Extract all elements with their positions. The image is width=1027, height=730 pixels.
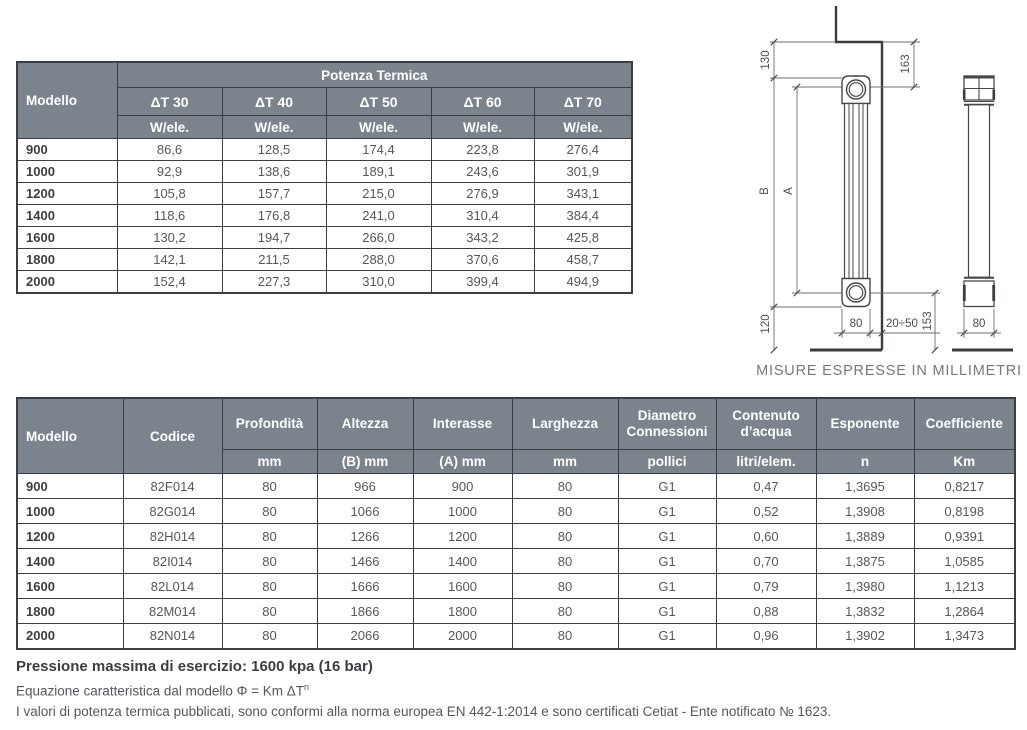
table-cell: 138,6 [222,161,326,183]
table-cell: 494,9 [534,271,632,293]
radiator-dimension-diagram [750,0,1027,390]
table-cell: 1666 [317,574,413,599]
table-row [17,599,1015,624]
table-cell: G1 [618,549,716,574]
table-cell: 966 [317,474,413,499]
characteristic-equation-note [16,682,1016,699]
table-cell: 301,9 [534,161,632,183]
table-cell: 288,0 [326,249,431,271]
table-cell: 1,0585 [914,549,1015,574]
table-cell: 343,1 [534,183,632,205]
table-cell: 0,9391 [914,524,1015,549]
certification-note: I valori di potenza termica pubblicati, sono conformi alla norma europea EN 442-1:2014 e sono certificati Cetiat - Ente notificato № 1623. [16,703,832,719]
table-cell: 241,0 [326,205,431,227]
table-row [17,249,632,271]
table-cell: 399,4 [431,271,534,293]
table-cell: 1466 [317,549,413,574]
table-cell: 82N014 [123,624,222,649]
table-cell: 189,1 [326,161,431,183]
table-cell: 1866 [317,599,413,624]
table-cell: 176,8 [222,205,326,227]
table-cell: 0,8198 [914,499,1015,524]
height-column-header: Altezza [317,398,413,450]
code-column-header: Codice [123,398,222,474]
table-cell: 194,7 [222,227,326,249]
unit-header: W/ele. [222,116,326,139]
table-row [17,205,632,227]
water-content-column-header: Contenuto d’acqua [716,398,816,450]
table-cell: 370,6 [431,249,534,271]
table-cell: 310,4 [431,205,534,227]
table-cell: 276,4 [534,139,632,161]
table-cell: 1,3473 [914,624,1015,649]
equation-text: Equazione caratteristica dal modello Φ = Km ΔT [16,683,305,699]
table-cell: 80 [222,574,317,599]
table-cell: 215,0 [326,183,431,205]
table-cell: 276,9 [431,183,534,205]
table-cell: 82H014 [123,524,222,549]
table-cell: 1000 [413,499,512,524]
table-cell: 1400 [17,205,117,227]
delta-t-header: ΔT 60 [431,88,534,116]
table-cell: 1800 [17,599,123,624]
table-cell: 0,70 [716,549,816,574]
table-cell: 128,5 [222,139,326,161]
model-column-header: Modello [17,398,123,474]
table-cell: 343,2 [431,227,534,249]
table-cell: 0,8217 [914,474,1015,499]
dim-80-front-label: 80 [849,318,863,330]
table-cell: 80 [222,599,317,624]
dim-80-side-label: 80 [972,318,986,330]
table-cell: 1200 [17,183,117,205]
table-cell: 152,4 [117,271,222,293]
table-cell: 82G014 [123,499,222,524]
table-cell: 1600 [413,574,512,599]
table-row [17,474,1015,499]
table-row [17,227,632,249]
unit-header: pollici [618,450,716,474]
interaxis-column-header: Interasse [413,398,512,450]
table-cell: 266,0 [326,227,431,249]
unit-header: W/ele. [534,116,632,139]
max-pressure-note: Pressione massima di esercizio: 1600 kpa (16 bar) [16,658,373,675]
table-cell: 1800 [413,599,512,624]
dim-153-label: 153 [922,311,934,331]
radiator-side-view [963,76,995,307]
table-cell: 80 [512,499,618,524]
table-cell: 80 [222,524,317,549]
table-cell: 80 [222,499,317,524]
table-row [17,499,1015,524]
table-cell: 1,1213 [914,574,1015,599]
radiator-front-view [842,76,870,307]
table-row [17,549,1015,574]
table-row [17,139,632,161]
table-cell: 2000 [17,271,117,293]
unit-header: Km [914,450,1015,474]
thermal-power-table [16,61,633,294]
table-cell: G1 [618,474,716,499]
table-cell: 223,8 [431,139,534,161]
depth-column-header: Profondità [222,398,317,450]
table-cell: 1600 [17,227,117,249]
table-cell: 80 [512,474,618,499]
dimension-ticks [771,39,997,353]
table-cell: G1 [618,624,716,649]
table-cell: 310,0 [326,271,431,293]
table-cell: 1066 [317,499,413,524]
table-cell: 384,4 [534,205,632,227]
table-cell: 1000 [17,161,117,183]
table-cell: 227,3 [222,271,326,293]
table-cell: 1400 [17,549,123,574]
table-cell: 130,2 [117,227,222,249]
equation-exponent: n [304,682,310,692]
table-cell: 80 [512,574,618,599]
table-cell: 0,60 [716,524,816,549]
unit-header: (B) mm [317,450,413,474]
table-cell: 458,7 [534,249,632,271]
table-cell: 2000 [17,624,123,649]
delta-t-header: ΔT 70 [534,88,632,116]
table-cell: 1,3889 [816,524,914,549]
table-cell: 86,6 [117,139,222,161]
table-cell: 82L014 [123,574,222,599]
table-cell: 900 [413,474,512,499]
table-cell: 1,3902 [816,624,914,649]
table-cell: 0,52 [716,499,816,524]
thermal-power-table-body [17,139,632,293]
table-cell: 1,3908 [816,499,914,524]
unit-header: mm [512,450,618,474]
diagram-caption: MISURE ESPRESSE IN MILLIMETRI [756,363,1022,379]
delta-t-header: ΔT 50 [326,88,431,116]
dimensions-table-body [17,474,1015,649]
table-cell: 900 [17,474,123,499]
coefficient-column-header: Coefficiente [914,398,1015,450]
table-cell: 92,9 [117,161,222,183]
table-row [17,271,632,293]
model-column-header: Modello [17,62,117,139]
table-cell: 80 [512,524,618,549]
table-cell: G1 [618,574,716,599]
table-cell: 1200 [413,524,512,549]
table-cell: 0,96 [716,624,816,649]
table-cell: 142,1 [117,249,222,271]
thermal-power-title: Potenza Termica [117,62,632,88]
table-cell: 1,3832 [816,599,914,624]
dimensions-table [16,397,1016,650]
table-cell: 1266 [317,524,413,549]
unit-header: mm [222,450,317,474]
table-cell: 105,8 [117,183,222,205]
exponent-column-header: Esponente [816,398,914,450]
table-cell: 243,6 [431,161,534,183]
table-cell: 0,79 [716,574,816,599]
unit-header: (A) mm [413,450,512,474]
table-row [17,161,632,183]
table-cell: 82I014 [123,549,222,574]
table-cell: 82F014 [123,474,222,499]
dim-B-label: B [759,187,771,195]
table-cell: 1,3695 [816,474,914,499]
unit-header: W/ele. [117,116,222,139]
table-row [17,624,1015,649]
table-cell: 1800 [17,249,117,271]
table-cell: 900 [17,139,117,161]
table-cell: 1,2864 [914,599,1015,624]
width-column-header: Larghezza [512,398,618,450]
table-cell: 0,88 [716,599,816,624]
dim-gap-label: 20÷50 [886,318,918,330]
table-cell: 1600 [17,574,123,599]
table-cell: 1200 [17,524,123,549]
table-cell: G1 [618,524,716,549]
table-cell: 80 [222,474,317,499]
unit-header: n [816,450,914,474]
table-row [17,183,632,205]
delta-t-header: ΔT 40 [222,88,326,116]
table-cell: 211,5 [222,249,326,271]
table-row [17,524,1015,549]
table-cell: 80 [222,549,317,574]
table-cell: 1000 [17,499,123,524]
dim-120-label: 120 [760,314,772,334]
table-cell: 1,3875 [816,549,914,574]
table-cell: 2066 [317,624,413,649]
table-cell: 80 [512,549,618,574]
table-cell: 0,47 [716,474,816,499]
table-cell: G1 [618,499,716,524]
delta-t-header: ΔT 30 [117,88,222,116]
table-cell: 80 [512,624,618,649]
table-cell: 80 [512,599,618,624]
table-cell: 425,8 [534,227,632,249]
connections-column-header: Diametro Connessioni [618,398,716,450]
unit-header: litri/elem. [716,450,816,474]
table-cell: 1,3980 [816,574,914,599]
table-cell: 1400 [413,549,512,574]
table-row [17,574,1015,599]
unit-header: W/ele. [431,116,534,139]
dim-163-label: 163 [900,54,912,74]
unit-header: W/ele. [326,116,431,139]
table-cell: 174,4 [326,139,431,161]
dim-A-label: A [783,187,795,195]
footer-notes [16,658,1016,719]
table-cell: 118,6 [117,205,222,227]
table-cell: G1 [618,599,716,624]
table-cell: 80 [222,624,317,649]
table-cell: 2000 [413,624,512,649]
table-cell: 82M014 [123,599,222,624]
table-cell: 157,7 [222,183,326,205]
dim-130-label: 130 [760,50,772,70]
